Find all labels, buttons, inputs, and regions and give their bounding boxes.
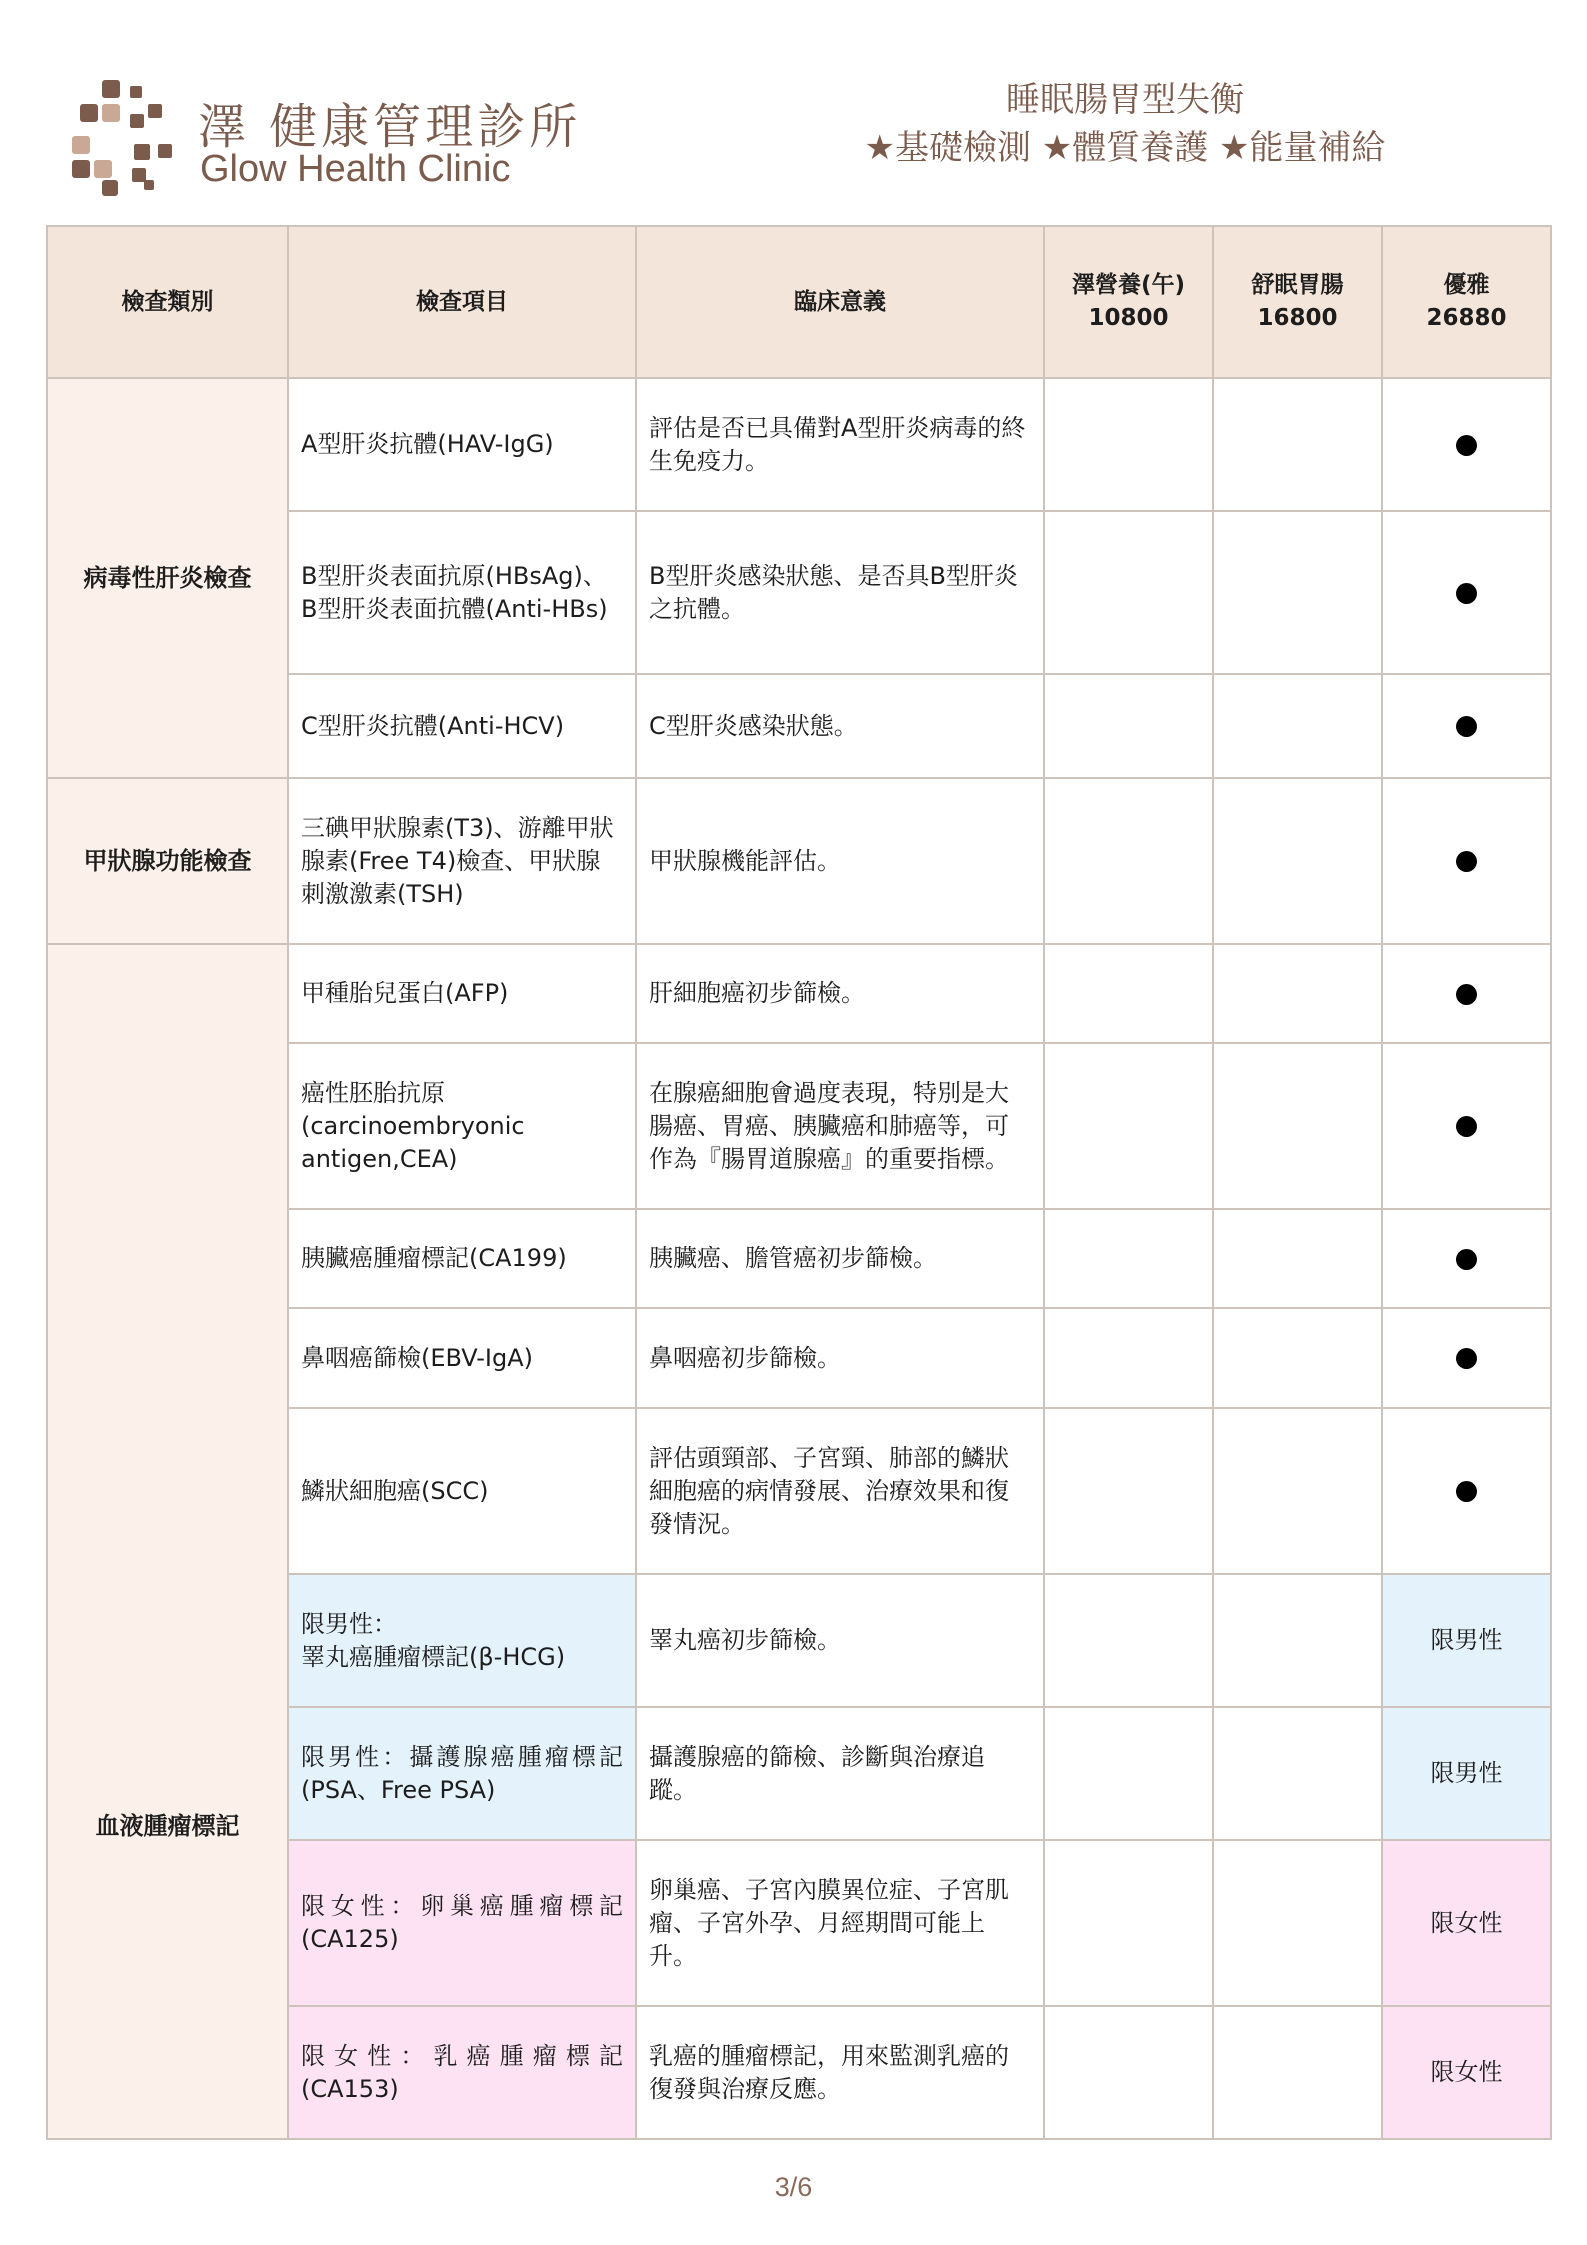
- header-plan1: [1044, 226, 1213, 378]
- header-meaning: 臨床意義: [636, 226, 1044, 378]
- row-plan2: [1213, 1209, 1382, 1308]
- row-item: 甲種胎兒蛋白(AFP): [288, 944, 636, 1043]
- row-plan1: [1044, 1209, 1213, 1308]
- row-plan1: [1044, 511, 1213, 674]
- included-dot-icon: [1456, 1348, 1477, 1369]
- included-dot-icon: [1456, 851, 1477, 872]
- row-item: C型肝炎抗體(Anti-HCV): [288, 674, 636, 778]
- included-dot-icon: [1456, 1249, 1477, 1270]
- row-item-text: 睪丸癌腫瘤標記(β-HCG): [301, 1642, 566, 1671]
- row-item: [288, 1574, 636, 1707]
- row-plan1: [1044, 1408, 1213, 1574]
- row-meaning: 乳癌的腫瘤標記，用來監測乳癌的復發與治療反應。: [636, 2006, 1044, 2139]
- row-plan3-male-only: 限男性: [1382, 1707, 1551, 1840]
- included-dot-icon: [1456, 1116, 1477, 1137]
- row-item: 鱗狀細胞癌(SCC): [288, 1408, 636, 1574]
- row-meaning: 睪丸癌初步篩檢。: [636, 1574, 1044, 1707]
- row-meaning: 肝細胞癌初步篩檢。: [636, 944, 1044, 1043]
- row-plan3: [1382, 1308, 1551, 1408]
- plan3-name: 優雅: [1443, 272, 1490, 298]
- row-plan2: [1213, 778, 1382, 944]
- row-plan2: [1213, 1707, 1382, 1840]
- row-plan1: [1044, 1840, 1213, 2006]
- clinic-name-en: Glow Health Clinic: [200, 148, 511, 190]
- clinic-logo-icon: [72, 80, 182, 196]
- header-plan2: [1213, 226, 1382, 378]
- row-plan3-female-only: 限女性: [1382, 1840, 1551, 2006]
- row-plan3: [1382, 1408, 1551, 1574]
- row-meaning: 評估是否已具備對A型肝炎病毒的終生免疫力。: [636, 378, 1044, 511]
- row-plan1: [1044, 1308, 1213, 1408]
- row-plan2: [1213, 944, 1382, 1043]
- row-meaning: 評估頭頸部、子宮頸、肺部的鱗狀細胞癌的病情發展、治療效果和復發情況。: [636, 1408, 1044, 1574]
- category-tumor: 血液腫瘤標記: [47, 944, 288, 2139]
- row-item: 限男性：攝護腺癌腫瘤標記(PSA、Free PSA): [288, 1707, 636, 1840]
- clinic-name-zh: 澤 健康管理診所: [198, 99, 582, 155]
- row-plan1: [1044, 778, 1213, 944]
- included-dot-icon: [1456, 984, 1477, 1005]
- row-plan3: [1382, 378, 1551, 511]
- row-plan3: [1382, 1209, 1551, 1308]
- row-plan3-female-only: 限女性: [1382, 2006, 1551, 2139]
- row-item: 三碘甲狀腺素(T3)、游離甲狀腺素(Free T4)檢查、甲狀腺刺激激素(TSH): [288, 778, 636, 944]
- table-header-row: [47, 226, 1551, 378]
- row-plan2: [1213, 1574, 1382, 1707]
- row-item-prefix: 限男性：: [301, 1609, 397, 1638]
- included-dot-icon: [1456, 1481, 1477, 1502]
- plan3-price: 26880: [1426, 305, 1507, 331]
- included-dot-icon: [1456, 435, 1477, 456]
- header-category: 檢查類別: [47, 226, 288, 378]
- page-number: 3/6: [774, 2172, 813, 2202]
- row-meaning: 鼻咽癌初步篩檢。: [636, 1308, 1044, 1408]
- checkup-table: [46, 225, 1552, 2140]
- header-plan3: [1382, 226, 1551, 378]
- row-item: 鼻咽癌篩檢(EBV-IgA): [288, 1308, 636, 1408]
- plan2-price: 16800: [1257, 305, 1338, 331]
- row-plan2: [1213, 378, 1382, 511]
- row-plan1: [1044, 1574, 1213, 1707]
- row-item: 癌性胚胎抗原(carcinoembryonic antigen,CEA): [288, 1043, 636, 1209]
- row-plan1: [1044, 674, 1213, 778]
- row-plan2: [1213, 674, 1382, 778]
- included-dot-icon: [1456, 583, 1477, 604]
- row-meaning: 卵巢癌、子宮內膜異位症、子宮肌瘤、子宮外孕、月經期間可能上升。: [636, 1840, 1044, 2006]
- page-header: [0, 0, 1587, 225]
- row-plan1: [1044, 1043, 1213, 1209]
- row-plan2: [1213, 1840, 1382, 2006]
- row-plan3: [1382, 511, 1551, 674]
- header-item: 檢查項目: [288, 226, 636, 378]
- plan1-price: 10800: [1088, 305, 1169, 331]
- row-plan2: [1213, 511, 1382, 674]
- row-plan3: [1382, 674, 1551, 778]
- row-plan3: [1382, 944, 1551, 1043]
- table-row: [47, 944, 1551, 1043]
- table-row: [47, 778, 1551, 944]
- plan2-name: 舒眠胃腸: [1251, 272, 1344, 298]
- row-meaning: 胰臟癌、膽管癌初步篩檢。: [636, 1209, 1044, 1308]
- row-plan3: [1382, 778, 1551, 944]
- row-plan1: [1044, 378, 1213, 511]
- row-meaning: C型肝炎感染狀態。: [636, 674, 1044, 778]
- row-item: A型肝炎抗體(HAV-IgG): [288, 378, 636, 511]
- row-item: 限女性：乳癌腫瘤標記(CA153): [288, 2006, 636, 2139]
- plan1-name: 澤營養(午): [1071, 272, 1186, 298]
- row-plan2: [1213, 1043, 1382, 1209]
- row-plan3: [1382, 1043, 1551, 1209]
- row-plan2: [1213, 2006, 1382, 2139]
- row-plan1: [1044, 2006, 1213, 2139]
- row-meaning: 甲狀腺機能評估。: [636, 778, 1044, 944]
- row-item: B型肝炎表面抗原(HBsAg)、B型肝炎表面抗體(Anti-HBs): [288, 511, 636, 674]
- row-meaning: 攝護腺癌的篩檢、診斷與治療追蹤。: [636, 1707, 1044, 1840]
- row-plan2: [1213, 1408, 1382, 1574]
- category-thyroid: 甲狀腺功能檢查: [47, 778, 288, 944]
- row-meaning: B型肝炎感染狀態、是否具B型肝炎之抗體。: [636, 511, 1044, 674]
- included-dot-icon: [1456, 716, 1477, 737]
- table-row: [47, 378, 1551, 511]
- row-item: 限女性：卵巢癌腫瘤標記(CA125): [288, 1840, 636, 2006]
- row-plan1: [1044, 944, 1213, 1043]
- row-item: 胰臟癌腫瘤標記(CA199): [288, 1209, 636, 1308]
- package-subtitle: ★基礎檢測 ★體質養護 ★能量補給: [864, 128, 1386, 168]
- row-plan3-male-only: 限男性: [1382, 1574, 1551, 1707]
- row-plan1: [1044, 1707, 1213, 1840]
- row-plan2: [1213, 1308, 1382, 1408]
- package-title: 睡眠腸胃型失衡: [1006, 80, 1244, 120]
- row-meaning: 在腺癌細胞會過度表現，特別是大腸癌、胃癌、胰臟癌和肺癌等，可作為『腸胃道腺癌』的重要指標。: [636, 1043, 1044, 1209]
- category-hepatitis: 病毒性肝炎檢查: [47, 378, 288, 778]
